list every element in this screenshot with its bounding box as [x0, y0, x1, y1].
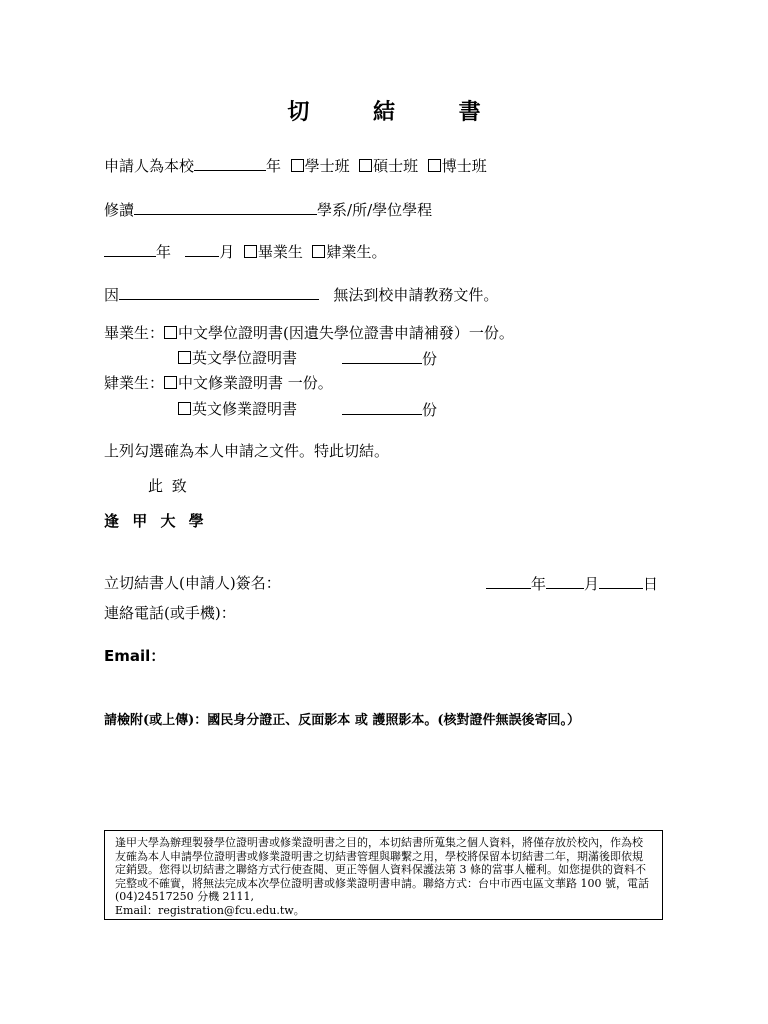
privacy-notice-text: 逢甲大學為辦理製發學位證明書或修業證明書之目的，本切結書所蒐集之個人資料，將僅存放於校內，作為校友確為本人申請學位證明書或修業證明書之切結書管理與聯繫之用，學校將保留本切結書二年，期滿後即依規定銷毀。您得以切結書之聯絡方式行使查閱、更正等個人資料保護法第 3 條的當事人權利。如您提供的資料不完整或不確實，將無法完成本次學位證明書或修業證明書申請。聯絡方式：台中市西屯區文華路 100 號，電話(04)24517250 分機 2111, — [115, 836, 649, 903]
withdrawn-english-cert-checkbox[interactable] — [178, 402, 191, 415]
graduate-chinese-degree-label: 中文學位證明書(因遺失學位證書申請補發）一份。 — [178, 324, 514, 342]
declaration-text: 上列勾選確為本人申請之文件。特此切結。 — [104, 442, 390, 460]
reason-blank[interactable] — [119, 284, 319, 300]
graduate-item1-line — [104, 323, 514, 343]
salutation: 此 致 — [148, 477, 187, 495]
privacy-notice-box — [104, 830, 663, 920]
bachelor-label: 學士班 — [304, 157, 350, 175]
withdrawn-item1-line — [104, 373, 333, 393]
withdrawn-section-label: 肄業生： — [104, 374, 165, 392]
department-suffix: 學系/所/學位學程 — [317, 201, 433, 219]
graduate-english-degree-label: 英文學位證明書 — [192, 349, 298, 367]
withdrawn-english-copies — [342, 399, 437, 420]
email-label: Email： — [104, 647, 166, 665]
doctoral-label: 博士班 — [441, 157, 487, 175]
signature-year-label: 年 — [531, 575, 547, 593]
enrollment-line — [104, 155, 487, 176]
graduate-english-degree-checkbox[interactable] — [178, 351, 191, 364]
enrollment-year-blank[interactable] — [194, 155, 266, 171]
graduate-section-label: 畢業生： — [104, 324, 165, 342]
reason-line — [104, 284, 498, 305]
graduate-english-copies-blank[interactable] — [342, 348, 422, 364]
master-label: 碩士班 — [373, 157, 419, 175]
graduate-chinese-degree-checkbox[interactable] — [164, 326, 177, 339]
reason-suffix: 無法到校申請教務文件。 — [333, 286, 499, 304]
enrollment-prefix: 申請人為本校 — [104, 157, 195, 175]
signature-month-blank[interactable] — [546, 573, 584, 589]
phone-label: 連絡電話(或手機)： — [104, 604, 236, 622]
attachment-note: 請檢附(或上傳)：國民身分證正、反面影本 或 護照影本。(核對證件無誤後寄回。） — [104, 713, 581, 728]
withdrawn-english-copies-unit: 份 — [422, 401, 438, 419]
status-year-blank[interactable] — [104, 241, 156, 257]
withdrawn-chinese-cert-checkbox[interactable] — [164, 376, 177, 389]
graduate-english-copies — [342, 348, 437, 369]
signature-year-blank[interactable] — [486, 573, 531, 589]
bachelor-checkbox[interactable] — [291, 159, 304, 172]
status-month-blank[interactable] — [185, 241, 219, 257]
withdrawn-status-label: 肄業生。 — [326, 243, 387, 261]
graduate-item2-line — [178, 348, 297, 368]
signature-day-label: 日 — [643, 575, 659, 593]
doctoral-checkbox[interactable] — [428, 159, 441, 172]
withdrawn-checkbox[interactable] — [312, 245, 325, 258]
status-line — [104, 241, 386, 262]
privacy-notice-email: Email：registration@fcu.edu.tw。 — [115, 903, 305, 917]
withdrawn-english-copies-blank[interactable] — [342, 399, 422, 415]
status-month-label: 月 — [219, 243, 235, 261]
department-blank[interactable] — [134, 199, 317, 215]
document-title: 切 結 書 — [287, 99, 509, 125]
enrollment-year-label: 年 — [266, 157, 282, 175]
graduate-status-label: 畢業生 — [257, 243, 303, 261]
withdrawn-chinese-cert-label: 中文修業證明書 一份。 — [178, 374, 333, 392]
signature-day-blank[interactable] — [599, 573, 643, 589]
master-checkbox[interactable] — [359, 159, 372, 172]
department-prefix: 修讀 — [104, 201, 135, 219]
status-year-label: 年 — [156, 243, 172, 261]
recipient: 逢 甲 大 學 — [104, 512, 204, 530]
reason-prefix: 因 — [104, 286, 120, 304]
department-line — [104, 199, 432, 220]
graduate-checkbox[interactable] — [244, 245, 257, 258]
signature-month-label: 月 — [584, 575, 600, 593]
graduate-english-copies-unit: 份 — [422, 350, 438, 368]
signature-date — [486, 573, 658, 594]
withdrawn-item2-line — [178, 399, 297, 419]
withdrawn-english-cert-label: 英文修業證明書 — [192, 400, 298, 418]
signature-label: 立切結書人(申請人)簽名： — [104, 574, 281, 592]
